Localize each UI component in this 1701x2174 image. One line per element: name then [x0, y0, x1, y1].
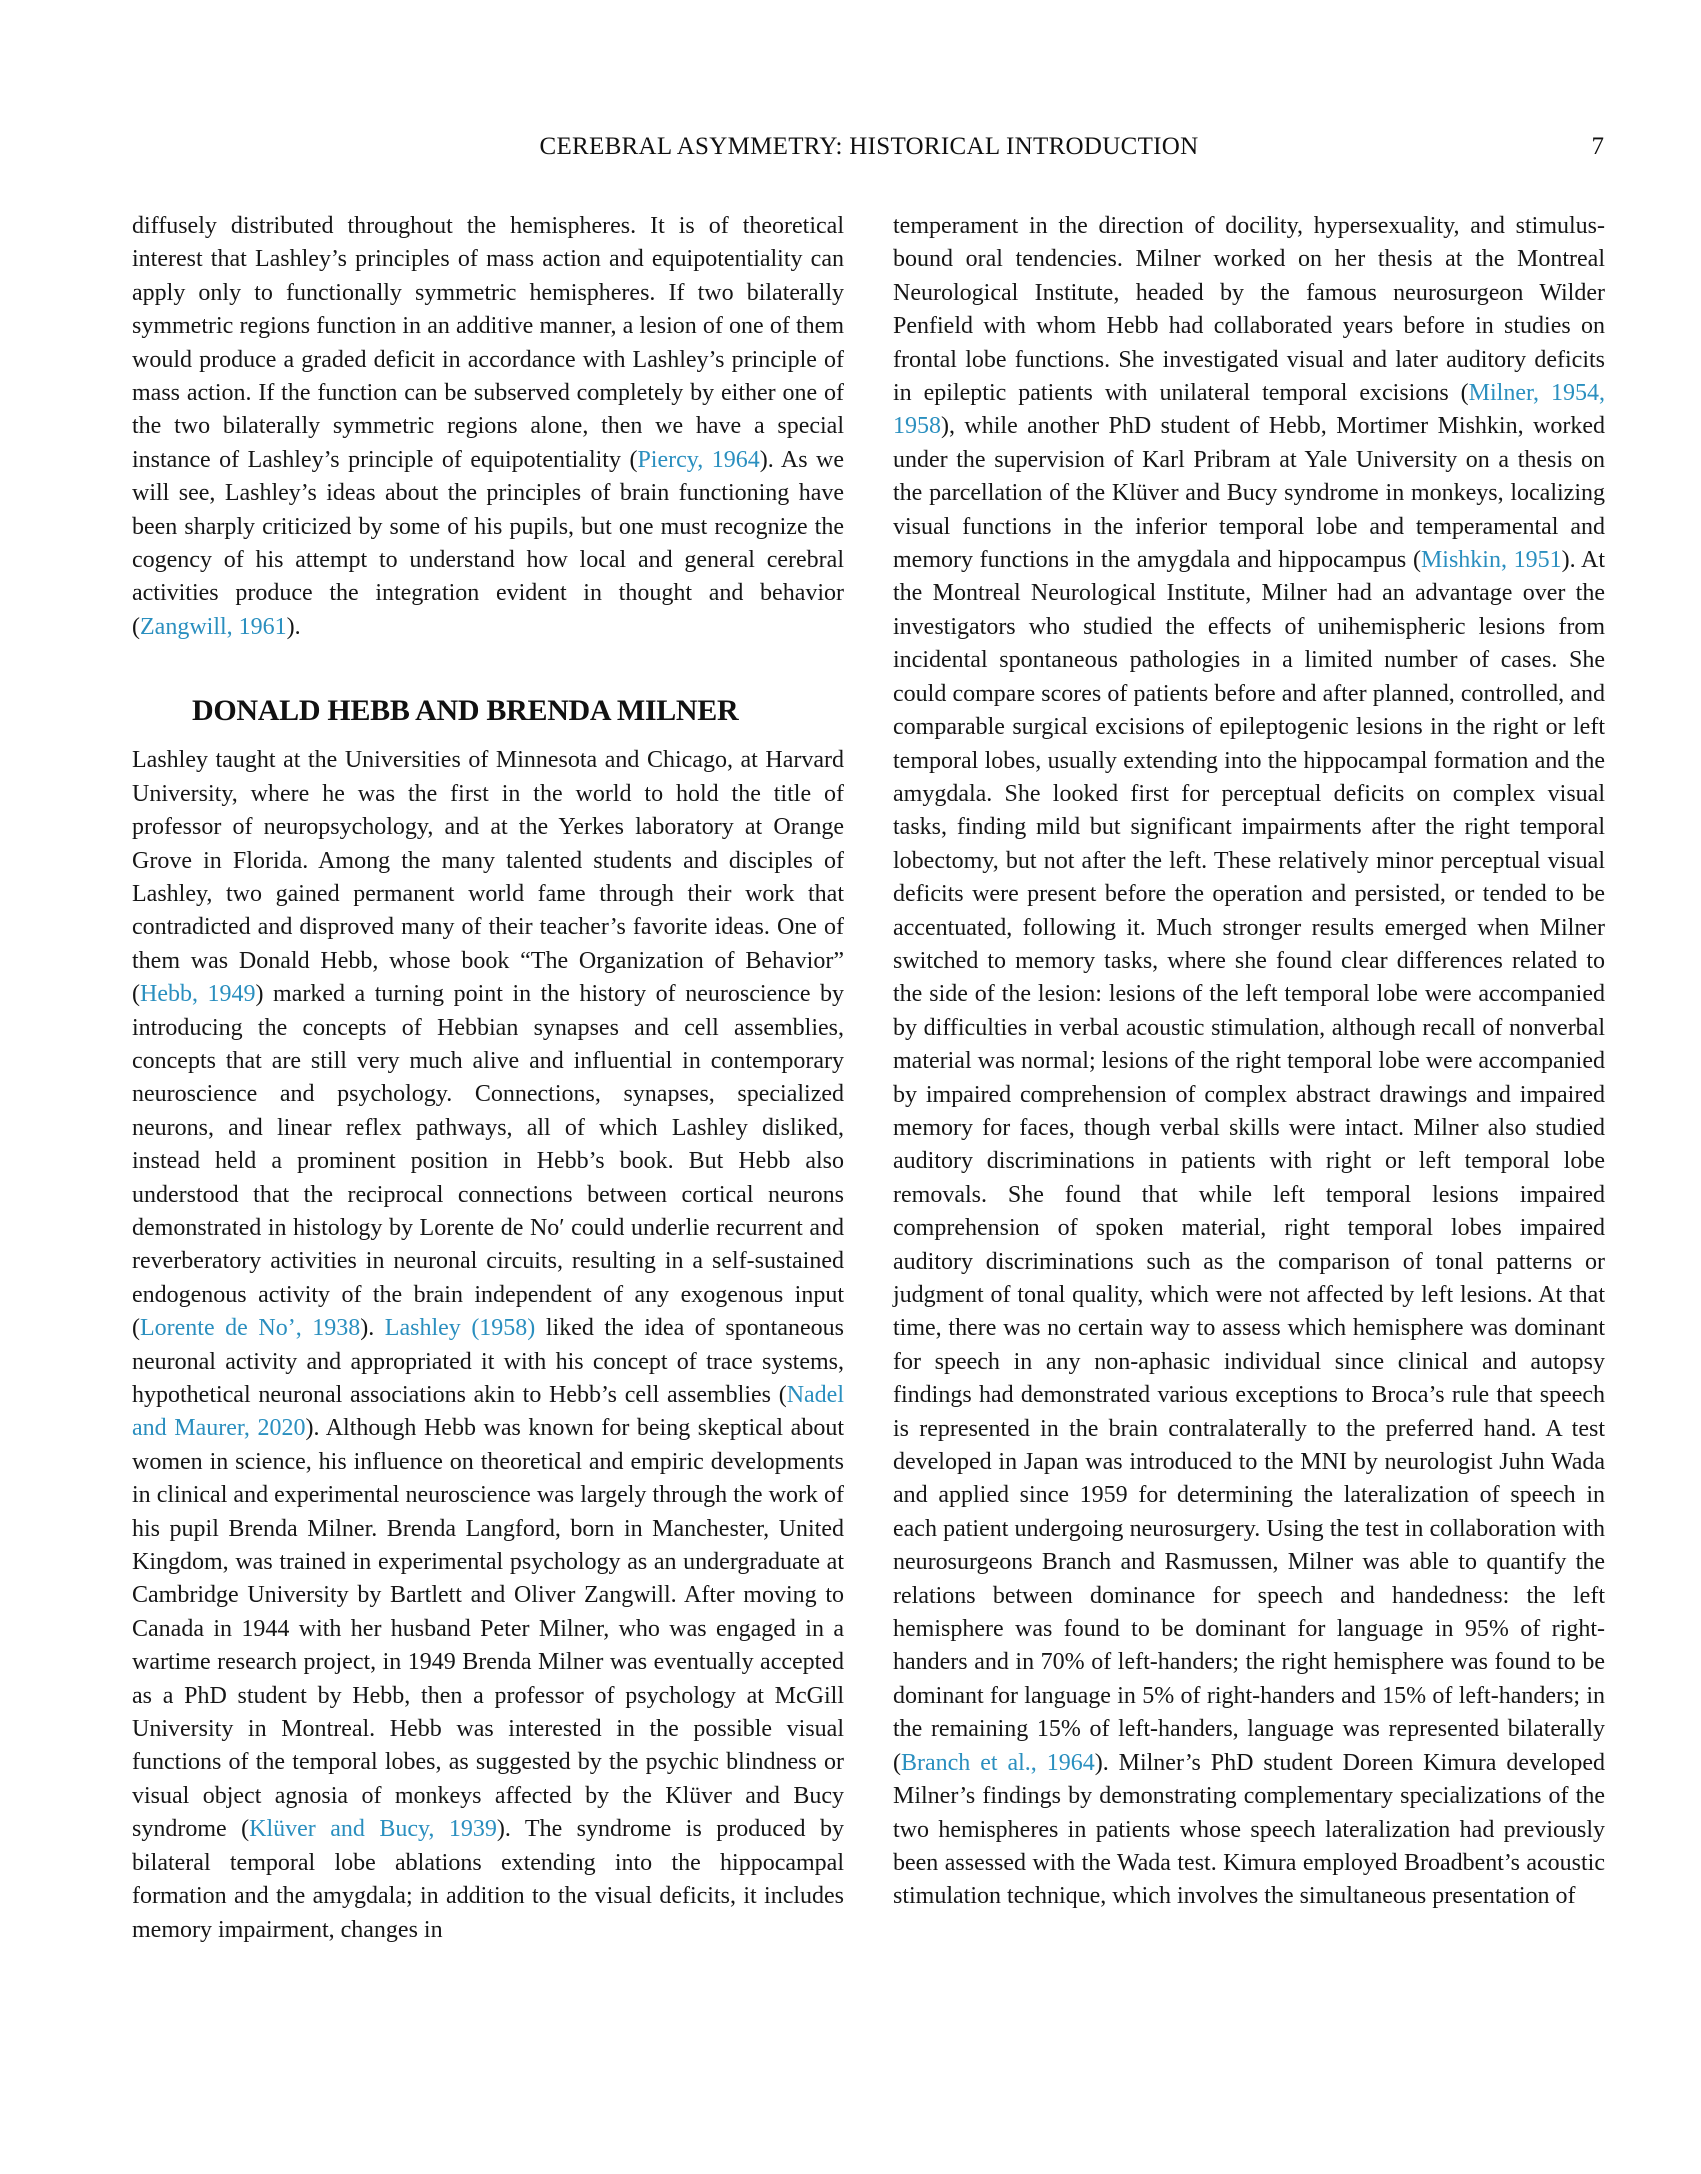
citation-link[interactable]: Nadel and Maurer, 2020: [132, 1382, 844, 1442]
body-text: diffusely distributed throughout the hemispheres. It is of theoretical interest that Lashley’s principles of mass action and equipotentiality can apply only to functionally symmetric hemispheres. If two bilaterally symmetric regions function in an additive manner, a lesion of one of them would produce a graded deficit in accordance with Lashley’s principle of mass action. If the function can be subserved completely by either one of the two bilaterally symmetric regions alone, then we have a special instance of Lashley’s principle of equipotentiality (: [132, 213, 844, 473]
right-column: [893, 210, 1605, 1914]
body-text: ). Although Hebb was known for being skeptical about women in science, his influence on theoretical and empiric developments in clinical and experimental neuroscience was largely through the work of his pupil Brenda Milner. Brenda Langford, born in Manchester, United Kingdom, was trained in experimental psychology as an undergraduate at Cambridge University by Bartlett and Oliver Zangwill. After moving to Canada in 1944 with her husband Peter Milner, who was engaged in a wartime research project, in 1949 Brenda Milner was eventually accepted as a PhD student by Hebb, then a professor of psychology at McGill University in Montreal. Hebb was interested in the possible visual functions of the temporal lobes, as suggested by the psychic blindness or visual object agnosia of monkeys affected by the Klüver and Bucy syndrome (: [132, 1415, 844, 1843]
paragraph: [893, 210, 1605, 1914]
body-text: temperament in the direction of docility, hypersexuality, and stimulus-bound oral tendencies. Milner worked on her thesis at the Montreal Neurological Institute, headed by the famous neurosurgeon Wilder Penfield with whom Hebb had collaborated years before in studies on frontal lobe functions. She investigated visual and later auditory deficits in epileptic patients with unilateral temporal excisions (: [893, 213, 1605, 407]
left-column: [132, 210, 844, 1947]
paragraph: [132, 744, 844, 1947]
citation-link[interactable]: Hebb, 1949: [140, 981, 256, 1008]
body-text: ). As we will see, Lashley’s ideas about the principles of brain functioning have been sharply criticized by some of his pupils, but one must recognize the cogency of his attempt to understand how local and general cerebral activities produce the integration evident in thought and behavior (: [132, 446, 844, 640]
citation-link[interactable]: Branch et al., 1964: [901, 1749, 1095, 1776]
citation-link[interactable]: Piercy, 1964: [637, 446, 760, 473]
citation-link[interactable]: Milner, 1954, 1958: [893, 380, 1605, 440]
page-number: 7: [1591, 133, 1604, 160]
body-text: ).: [286, 613, 301, 640]
citation-link[interactable]: Klüver and Bucy, 1939: [249, 1816, 497, 1843]
body-text: ) marked a turning point in the history of neuroscience by introducing the concepts of Hebbian synapses and cell assemblies, concepts that are still very much alive and influential in contemporary neuroscience and psychology. Connections, synapses, specialized neurons, and linear reflex pathways, all of which Lashley disliked, instead held a prominent position in Hebb’s book. But Hebb also understood that the reciprocal connections between cortical neurons demonstrated in histology by Lorente de No′ could underlie recurrent and reverberatory activities in neuronal circuits, resulting in a self-sustained endogenous activity of the brain independent of any exogenous input (: [132, 981, 844, 1342]
running-head: [134, 133, 1604, 173]
body-text: ). Milner’s PhD student Doreen Kimura developed Milner’s findings by demonstrating complementary specializations of the two hemispheres in patients whose speech lateralization had previously been assessed with the Wada test. Kimura employed Broadbent’s acoustic stimulation technique, which involves the simultaneous presentation of: [893, 1749, 1605, 1910]
body-text: ), while another PhD student of Hebb, Mortimer Mishkin, worked under the supervision of Karl Pribram at Yale University on a thesis on the parcellation of the Klüver and Bucy syndrome in monkeys, localizing visual functions in the inferior temporal lobe and temperamental and memory functions in the amygdala and hippocampus (: [893, 413, 1605, 574]
paragraph: [132, 210, 844, 644]
body-text: liked the idea of spontaneous neuronal activity and appropriated it with his concept of trace systems, hypothetical neuronal associations akin to Hebb’s cell assemblies (: [132, 1315, 844, 1408]
citation-link[interactable]: Lashley (1958): [384, 1315, 536, 1342]
citation-link[interactable]: Zangwill, 1961: [140, 613, 287, 640]
citation-link[interactable]: Lorente de No’, 1938: [140, 1315, 361, 1342]
body-text: ).: [360, 1315, 385, 1342]
body-text: ). At the Montreal Neurological Institute, Milner had an advantage over the investigators who studied the effects of unihemispheric lesions from incidental spontaneous pathologies in a limited number of cases. She could compare scores of patients before and after planned, controlled, and comparable surgical excisions of epileptogenic lesions in the right or left temporal lobes, usually extending into the hippocampal formation and the amygdala. She looked first for perceptual deficits on complex visual tasks, finding mild but significant impairments after the right temporal lobectomy, but not after the left. These relatively minor perceptual visual deficits were present before the operation and persisted, or tended to be accentuated, following it. Much stronger results emerged when Milner switched to memory tasks, where she found clear differences related to the side of the lesion: lesions of the left temporal lobe were accompanied by difficulties in verbal acoustic stimulation, although recall of nonverbal material was normal; lesions of the right temporal lobe were accompanied by impaired comprehension of complex abstract drawings and impaired memory for faces, though verbal skills were intact. Milner also studied auditory discriminations in patients with right or left temporal lobe removals. She found that while left temporal lesions impaired comprehension of spoken material, right temporal lobes impaired auditory discriminations such as the comparison of tonal patterns or judgment of tonal quality, which were not affected by left lesions. At that time, there was no certain way to assess which hemisphere was dominant for speech in any non-aphasic individual since clinical and autopsy findings had demonstrated various exceptions to Broca’s rule that speech is represented in the brain contralaterally to the preferred hand. A test developed in Japan was introduced to the MNI by neurologist Juhn Wada and applied since 1959 for determining the lateralization of speech in each patient undergoing neurosurgery. Using the test in collaboration with neurosurgeons Branch and Rasmussen, Milner was able to quantify the relations between dominance for speech and handedness: the left hemisphere was found to be dominant for language in 95% of right-handers and in 70% of left-handers; the right hemisphere was found to be dominant for language in 5% of right-handers and 15% of left-handers; in the remaining 15% of left-handers, language was represented bilaterally (: [893, 547, 1606, 1776]
section-heading: DONALD HEBB AND BRENDA MILNER: [192, 694, 739, 728]
body-text: ). The syndrome is produced by bilateral temporal lobe ablations extending into the hippocampal formation and the amygdala; in addition to the visual deficits, it includes memory impairment, changes in: [132, 1816, 845, 1943]
running-title: CEREBRAL ASYMMETRY: HISTORICAL INTRODUCTION: [539, 133, 1199, 160]
body-text: Lashley taught at the Universities of Minnesota and Chicago, at Harvard University, where he was the first in the world to hold the title of professor of neuropsychology, and at the Yerkes laboratory at Orange Grove in Florida. Among the many talented students and disciples of Lashley, two gained permanent world fame through their work that contradicted and disproved many of their teacher’s favorite ideas. One of them was Donald Hebb, whose book “The Organization of Behavior” (: [132, 747, 844, 1008]
citation-link[interactable]: Mishkin, 1951: [1420, 547, 1562, 574]
